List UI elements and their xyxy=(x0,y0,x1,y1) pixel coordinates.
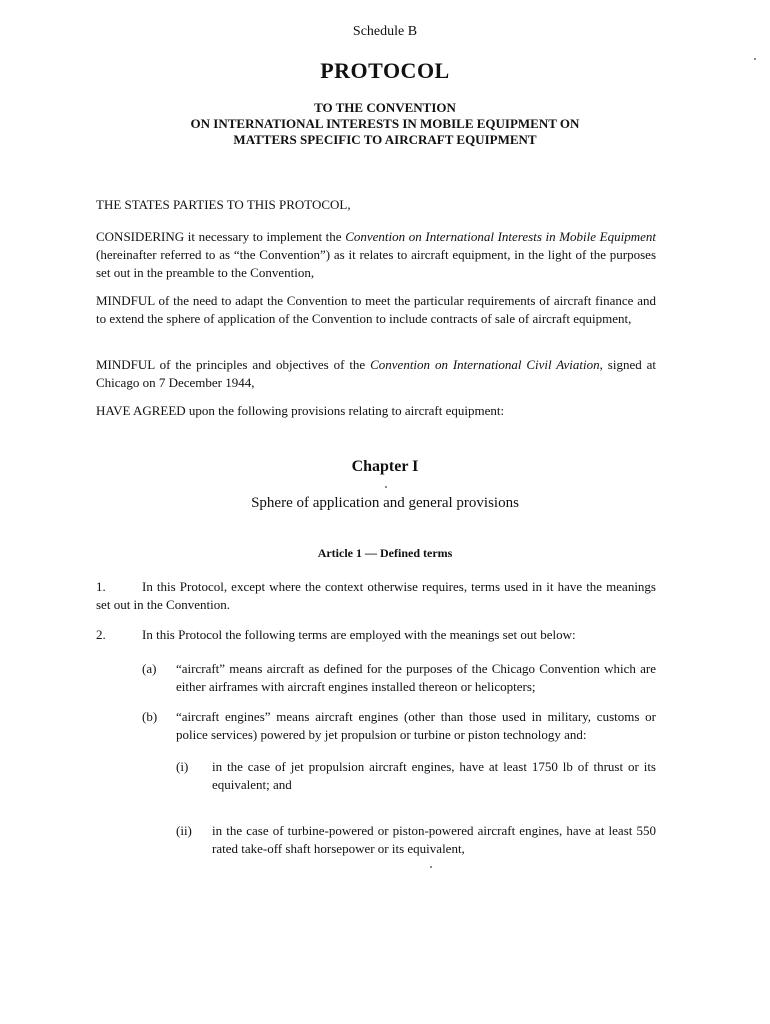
mindful-paragraph-2 xyxy=(96,356,656,392)
mindful-2-text-end: , signed at Chicago on 7 December 1944, xyxy=(96,357,656,390)
schedule-label: Schedule B xyxy=(352,24,418,39)
paragraph-1-text: In this Protocol, except where the context otherwise requires, terms used in it have the meanings set out in the Convention. xyxy=(96,579,656,612)
considering-text-start: CONSIDERING it necessary to implement the xyxy=(96,229,346,244)
item-a-text: “aircraft” means aircraft as defined for the purposes of the Chicago Convention which are either airframes with aircraft engines installed thereon or helicopters; xyxy=(176,661,656,694)
item-i-text: in the case of jet propulsion aircraft engines, have at least 1750 lb of thrust or its equivalent; and xyxy=(212,759,656,792)
item-b-label: (b) xyxy=(142,709,158,724)
convention-title xyxy=(0,100,770,148)
mindful-2-text-start: MINDFUL of the principles and objectives of the xyxy=(96,357,371,372)
have-agreed-paragraph: HAVE AGREED upon the following provisions relating to aircraft equipment: xyxy=(96,403,505,418)
paragraph-2-text: In this Protocol the following terms are employed with the meanings set out below: xyxy=(142,627,576,642)
paragraph-number-1: 1. xyxy=(96,579,106,594)
convention-name-italic: Convention on International Interests in Mobile Equipment xyxy=(345,229,656,244)
item-i-label: (i) xyxy=(176,759,189,774)
chapter-title: Chapter I xyxy=(351,458,419,475)
chapter-subtitle: Sphere of application and general provisions xyxy=(251,495,519,511)
scan-speck xyxy=(385,486,387,488)
convention-title-line-3: MATTERS SPECIFIC TO AIRCRAFT EQUIPMENT xyxy=(233,132,537,147)
item-ii-text: in the case of turbine-powered or piston-powered aircraft engines, have at least 550 rated take-off shaft horsepower or its equivalent, xyxy=(212,823,656,856)
item-b-text: “aircraft engines” means aircraft engines (other than those used in military, customs or police services) powered by jet propulsion or turbine or piston technology and: xyxy=(176,709,656,742)
scan-speck xyxy=(430,866,432,868)
considering-text-end: (hereinafter referred to as “the Convention”) as it relates to aircraft equipment, in the light of the purposes set out in the preamble to the Convention, xyxy=(96,247,656,280)
convention-title-line-2: ON INTERNATIONAL INTERESTS IN MOBILE EQUIPMENT ON xyxy=(190,116,580,131)
chicago-convention-italic: Convention on International Civil Aviation xyxy=(370,357,600,372)
protocol-title: PROTOCOL xyxy=(320,58,450,83)
item-ii-label: (ii) xyxy=(176,823,192,838)
convention-title-line-1: TO THE CONVENTION xyxy=(314,100,456,115)
item-a-label: (a) xyxy=(142,661,157,676)
considering-paragraph xyxy=(96,228,656,282)
scan-speck xyxy=(754,58,756,60)
mindful-paragraph-1: MINDFUL of the need to adapt the Convention to meet the particular requirements of aircraft finance and to extend the sphere of application of the Convention to include contracts of sale of aircraft equipment, xyxy=(96,293,656,326)
paragraph-number-2: 2. xyxy=(96,627,106,642)
article-title: Article 1 — Defined terms xyxy=(317,546,453,560)
states-parties-line: THE STATES PARTIES TO THIS PROTOCOL, xyxy=(96,197,351,212)
